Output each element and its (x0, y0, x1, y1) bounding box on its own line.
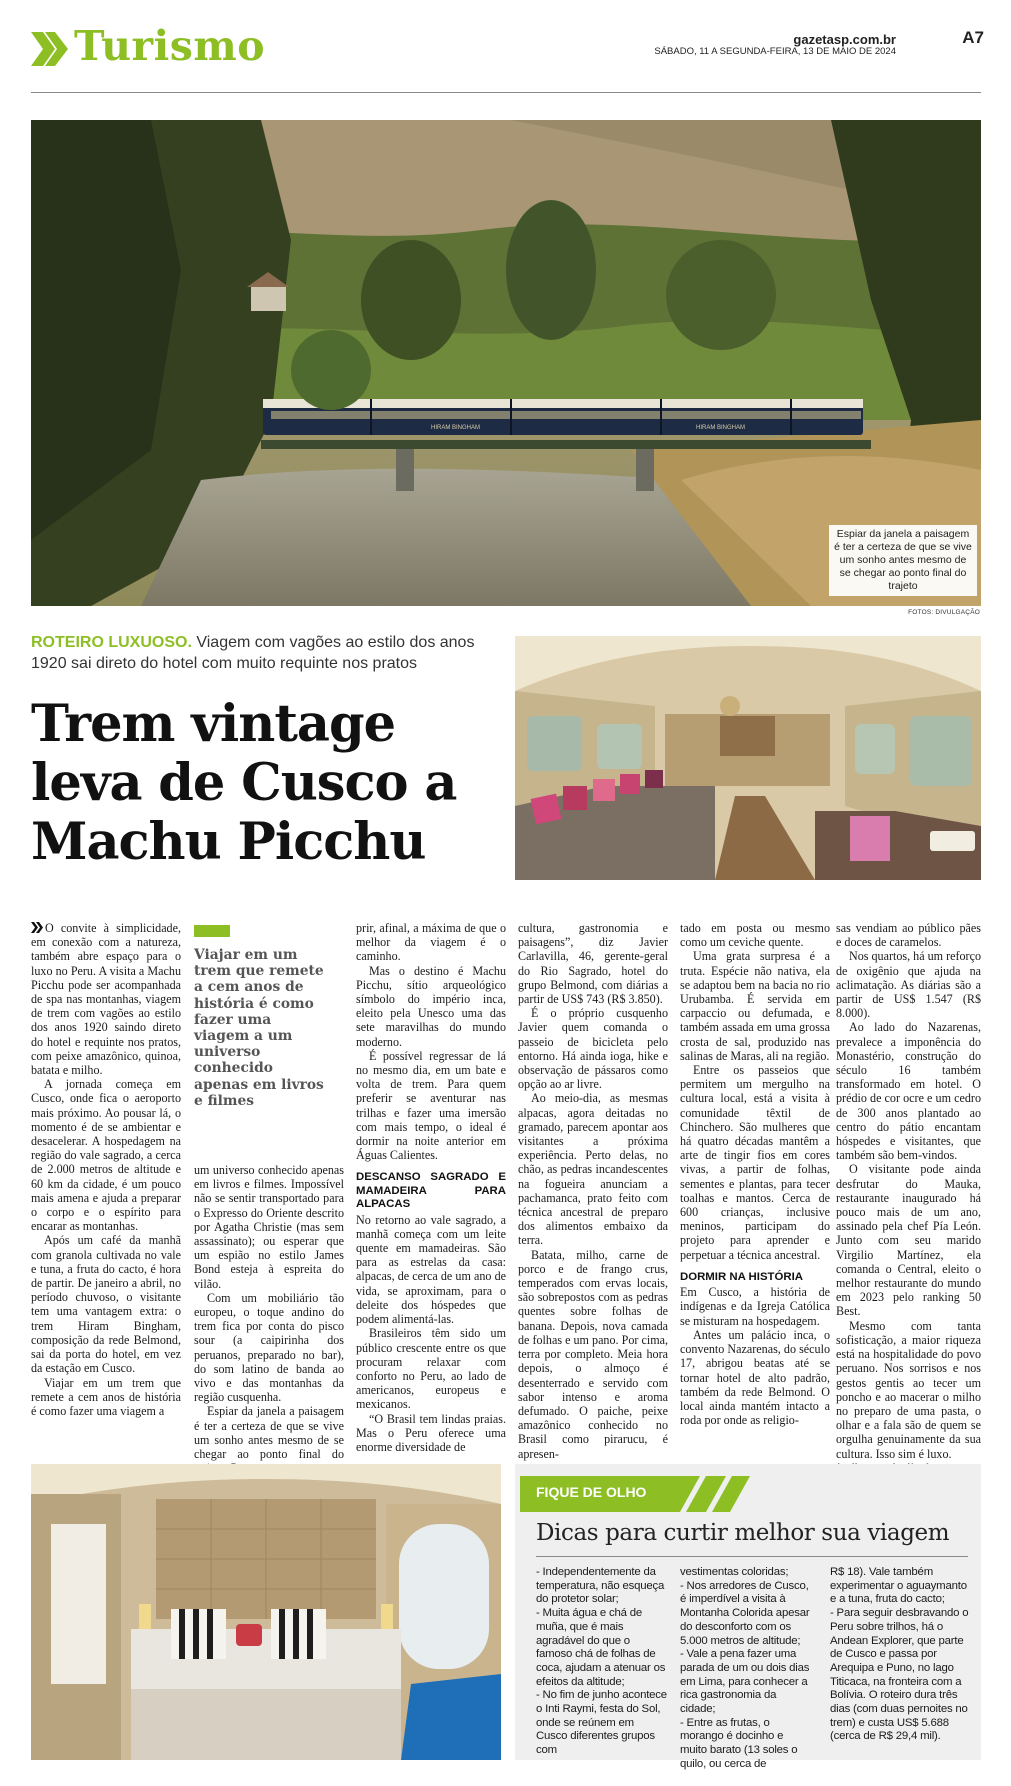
paragraph: Após um café da manhã com granola cultivada no vale e tuna, a fruta do cacto, é hora de partir. De janeiro a abril, no período chuvoso, o visitante tem uma vantagem extra: o trem Hiram Bingham, composição da rede Belmond, sai da porta do hotel, em vez da estação em Cusco. (31, 1233, 181, 1376)
hero-caption: Espiar da janela a paisagem é ter a certeza de que se vive um sonho antes mesmo de se chegar ao ponto final do trajeto (829, 525, 977, 596)
article-column-1 (31, 921, 181, 1418)
site-url: gazetasp.com.br (793, 32, 896, 47)
tip-item: - Entre as frutas, o morango é docinho e muito barato (13 soles o quilo, ou cerca de (680, 1716, 798, 1770)
paragraph: Com um mobiliário tão europeu, o toque andino do trem fica por conta do pisco sour (a caipirinha dos peruanos, preparado no bar), do som latino de banda ao vivo e das montanhas da região cusquenha. (194, 1290, 344, 1405)
lounge-car-photo (515, 636, 981, 880)
tip-item: - Independentemente da temperatura, não esqueça do protetor solar; (536, 1566, 665, 1606)
kicker-label: ROTEIRO LUXUOSO. (31, 634, 192, 651)
train-lettering: HIRAM BINGHAM (696, 425, 746, 431)
edition-date: SÁBADO, 11 A SEGUNDA-FEIRA, 13 DE MAIO DE 2024 (654, 46, 896, 57)
paragraph: Ao lado do Nazarenas, prevalece a imponência do Monastério, construção do século 16 também transformado em hotel. O prédio de cor ocre e um cedro de 300 anos plantado ao centro do pátio encantam hóspedes e visitantes, que também são bem-vindos. (836, 1020, 981, 1163)
tips-column-1 (536, 1566, 668, 1758)
lead-chevron-icon (31, 922, 43, 933)
tip-item: vestimentas coloridas; (680, 1566, 789, 1578)
paragraph: É possível regressar de lá no mesmo dia, em um bate e volta de trem. Para quem preferir se aventurar nas trilhas e fazer uma imersão com mais tempo, o ideal é dormir na noite anterior em Águas Calientes. (356, 1048, 506, 1163)
paragraph: No retorno ao vale sagrado, a manhã começa com um leite quente em mamadeiras. São para as estrelas da casa: alpacas, de cerca de um ano de vida, se aproximam, para o deleite dos hóspedes que podem alimentá-las. (356, 1212, 506, 1327)
tip-item: R$ 18). Vale também experimentar o aguaymanto e a tuna, fruta do cacto; (830, 1566, 967, 1606)
paragraph: Antes um palácio inca, o convento Nazarenas, do século 17, abrigou beatas até se tornar hotel de alto padrão, também da rede Belmond. O local ainda mantém intacto a roda por onde as religio- (680, 1327, 830, 1428)
section-title: Turismo (74, 22, 266, 70)
tips-label: FIQUE DE OLHO (536, 1484, 647, 1500)
paragraph: cultura, gastronomia e paisagens”, diz Javier Carlavilla, 46, gerente-geral do Rio Sagrado, hotel do grupo Belmond, com diárias a partir de US$ 743 (R$ 3.850). (518, 921, 668, 1007)
tips-title: Dicas para curtir melhor sua viagem (536, 1520, 950, 1546)
header-rule (31, 92, 981, 93)
tip-item: - No fim de junho acontece o Inti Raymi, festa do Sol, onde se reúnem em Cusco diferentes grupos com (536, 1689, 667, 1757)
page-number: A7 (962, 28, 984, 47)
paragraph: prir, afinal, a máxima de que o melhor da viagem é o caminho. (356, 921, 506, 964)
tips-column-3 (830, 1566, 970, 1744)
paragraph: Uma grata surpresa é a truta. Espécie não nativa, ela se adaptou bem na bacia no rio Urubamba. É servida em carpaccio ou defumada, e também assada em uma grossa crosta de sal, produzido nas salinas de Maras, ali na região. (680, 949, 830, 1063)
paragraph: Entre os passeios que permitem um mergulho na cultura local, está a visita à comunidade têxtil de Chinchero. São mulheres que há quatro décadas mantêm a arte de tingir fios em cores vivas, a partir de folhas, sementes e plantas, para tecer toalhas e mantos. Cerca de 600 crianças, inclusive meninos, participam do projeto para aprender e perpetuar a técnica ancestral. (680, 1063, 830, 1262)
paragraph: Espiar da janela a paisagem é ter a certeza de que se vive um sonho antes mesmo de se chegar ao ponto final do (194, 1404, 344, 1462)
paragraph: Ao meio-dia, as mesmas alpacas, agora deitadas no gramado, parecem apontar aos visitantes a próxima experiência. Perto delas, no chão, as pedras incandescentes na fogueira anunciam a pachamanca, prato feito com técnica ancestral de preparo dos alimentos embaixo da terra. (518, 1091, 668, 1248)
lead-paragraph (31, 921, 181, 1077)
paragraph: Brasileiros têm sido um público crescente entre os que procuram relaxar com conforto no Peru, ao lado de americanos, europeus e mexicanos. (356, 1326, 506, 1412)
pullquote: Viajar em um trem que remete a cem anos de história é como fazer uma viagem a um universo conhecido apenas em livros e filmes (194, 947, 324, 1109)
tip-item: - Vale a pena fazer uma parada de um ou dois dias em Lima, para conhecer a rica gastronomia da cidade; (680, 1648, 810, 1716)
paragraph: sas vendiam ao público pães e doces de caramelos. (836, 921, 981, 950)
subheading: DORMIR NA HISTÓRIA (680, 1270, 803, 1283)
pullquote-bar (194, 925, 230, 937)
paragraph: Em Cusco, a história de indígenas e da Igreja Católica se misturam na hospedagem. (680, 1285, 830, 1328)
paragraph: Mesmo com tanta sofisticação, a maior riqueza está na hospitalidade do povo peruano. Nos sorrisos e nos gestos gentis ao tecer um poncho e ao macerar o milho no preparo de uma pasta, o olhar e a fala são de quem se orgulha genuinamente da sua cultura. Isso sim é luxo. (836, 1318, 981, 1461)
paragraph: A jornada começa em Cusco, onde fica o aeroporto mais próximo. Ao pousar lá, o momento é de se ambientar e desacelerar. A hospedagem na região do vale sagrado, a cerca de 2.000 metros de altitude e 60 km da cidade, é um pouco mais amena e ajuda a preparar o corpo e o espírito para encarar as montanhas. (31, 1077, 181, 1234)
article-column-4 (518, 921, 668, 1461)
paragraph: tado em posta ou mesmo como um ceviche quente. (680, 921, 830, 950)
paragraph: Mas o destino é Machu Picchu, sítio arqueológico símbolo do império inca, eleito pela Unesco uma das sete maravilhas do mundo moderno. (356, 963, 506, 1049)
sleeper-cabin-photo (31, 1464, 501, 1760)
paragraph: um universo conhecido apenas em livros e filmes. Impossível não se sentir transportado para o Expresso do Oriente descrito por Agatha Christie (mas sem assassinato); ou esperar que um espião no estilo James Bond esteja à espreita do vilão. (194, 1163, 344, 1291)
article-column-3 (356, 921, 506, 1454)
article-column-6 (836, 921, 981, 1475)
train-lettering: HIRAM BINGHAM (431, 425, 481, 431)
article-column-5 (680, 921, 830, 1427)
paragraph: Nos quartos, há um reforço de oxigênio que ajuda na aclimatação. As diárias são a partir de US$ 1.547 (R$ 8.000). (836, 949, 981, 1021)
headline: Trem vintage leva de Cusco a Machu Picchu (31, 694, 457, 872)
photo-credit: FOTOS: DIVULGAÇÃO (908, 609, 980, 616)
tip-item: - Para seguir desbravando o Peru sobre trilhos, há o Andean Explorer, que parte de Cusco e passa por Arequipa e Puno, no lago Titicaca, na fronteira com a Bolívia. O roteiro dura três dias (com duas pernoites no trem) e custa US$ 5.688 (cerca de R$ 29,4 mil). (830, 1607, 969, 1743)
paragraph: “O Brasil tem lindas praias. Mas o Peru oferece uma enorme diversidade de (356, 1411, 506, 1454)
section-chevron-icon (31, 32, 69, 66)
article-column-2 (194, 1163, 344, 1475)
tips-column-2 (680, 1566, 812, 1772)
paragraph: Batata, milho, carne de porco e de frango crus, temperados com ervas locais, são sobrepostos com as pedras quentes sobre folhas de banana. Depois, nova camada de folhas e um pano. Por cima, terra por completo. Meia hora depois, o almoço é desenterrado e servido com sabor intenso e aroma defumado. O paiche, peixe amazônico conhecido no Brasil como pirarucu, é apresen- (518, 1247, 668, 1461)
tips-rule (536, 1556, 968, 1557)
kicker (31, 632, 491, 674)
lead-text: O convite à simplicidade, em conexão com a natureza, também abre espaço para o luxo no Peru. A visita a Machu Picchu pode ser acompanhada de spa nas montanhas, viagem de trem com vagões ao estilo dos anos 1920 saindo direto do hotel e requinte nos pratos, com peixe amazônico, quinoa, batata e milho. (31, 921, 181, 1078)
kicker-text: Viagem com vagões ao estilo dos anos 1920 sai direto do hotel com muito requinte nos pratos (31, 634, 475, 672)
paragraph: É o próprio cusquenho Javier quem comanda o passeio de bicicleta pelo entorno. Há ainda ioga, hike e observação de pássaros como opção ao ar livre. (518, 1006, 668, 1092)
paragraph: O visitante pode ainda desfrutar do Mauka, restaurante inaugurado há pouco mais de um ano, assinado pela chef Pía León. Junto com seu marido Virgilio Martínez, ela comanda o Central, eleito o melhor restaurante do mundo em 2023 pelo ranking 50 Best. (836, 1162, 981, 1319)
tip-item: - Nos arredores de Cusco, é imperdível a visita à Montanha Colorida apesar do desconforto com os 5.000 metros de altitude; (680, 1579, 810, 1647)
tip-item: - Muita água e chá de muña, que é mais agradável do que o famoso chá de folhas de coca, ajudam a atenuar os efeitos da altitude; (536, 1607, 666, 1688)
paragraph: Viajar em um trem que remete a cem anos de história é como fazer uma viagem a (31, 1375, 181, 1418)
subheading: DESCANSO SAGRADO E MAMADEIRA PARA ALPACAS (356, 1171, 506, 1211)
